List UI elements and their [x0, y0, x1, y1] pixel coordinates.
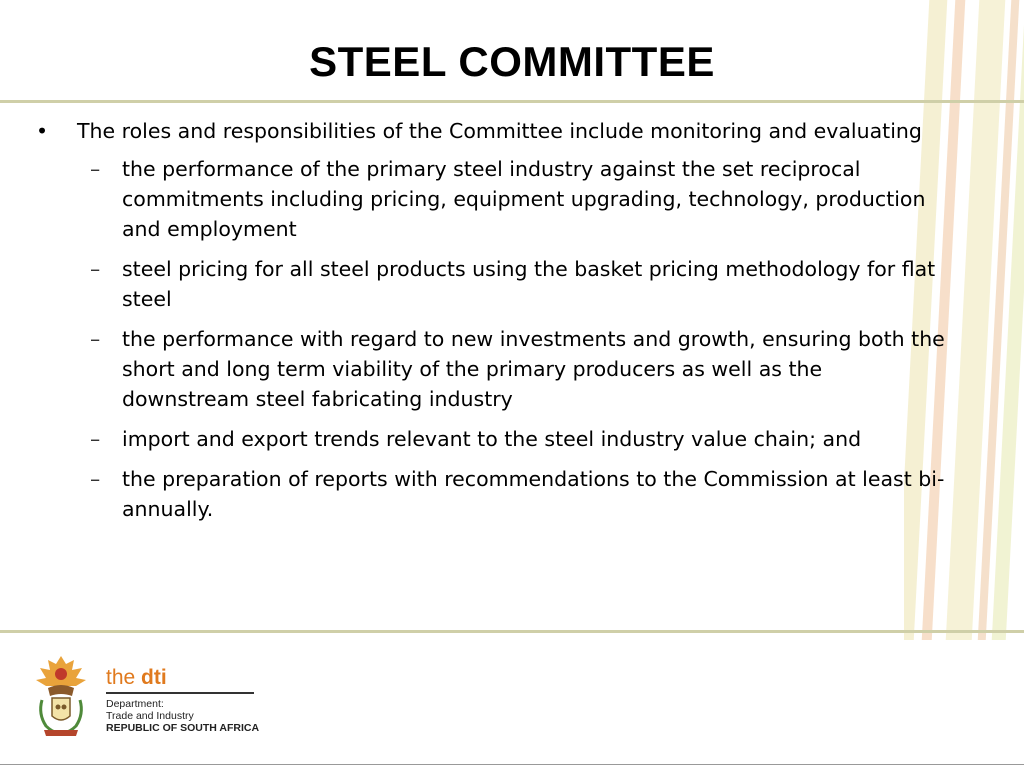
list-item-text: steel pricing for all steel products using the basket pricing methodology for flat steel	[122, 257, 936, 311]
country-label: REPUBLIC OF SOUTH AFRICA	[106, 722, 260, 734]
list-item	[30, 254, 950, 314]
list-item-text: the performance of the primary steel industry against the set reciprocal commitments including pricing, equipment upgrading, technology, production and employment	[122, 157, 926, 241]
department-line-1: Department:	[106, 698, 164, 710]
page-bottom-rule	[0, 764, 1024, 765]
dash-icon: –	[90, 257, 101, 281]
sub-bullet-list	[30, 154, 950, 524]
main-bullet-text: The roles and responsibilities of the Committee include monitoring and evaluating	[77, 119, 922, 143]
brand-the: the	[106, 666, 136, 689]
dash-icon: –	[90, 157, 101, 181]
list-item	[30, 464, 950, 524]
dti-brand	[106, 666, 167, 690]
list-item-text: import and export trends relevant to the steel industry value chain; and	[122, 427, 862, 451]
dash-icon: –	[90, 327, 101, 351]
department-line-2: Trade and Industry	[106, 710, 194, 722]
dash-icon: –	[90, 427, 101, 451]
footer-divider	[0, 630, 1024, 633]
list-item	[30, 324, 950, 414]
coat-of-arms-icon	[30, 652, 92, 740]
list-item	[30, 154, 950, 244]
brand-underline	[106, 692, 254, 694]
list-item	[30, 424, 950, 454]
slide-body	[30, 116, 950, 534]
bullet-icon: •	[36, 119, 49, 143]
list-item-text: the preparation of reports with recommendations to the Commission at least bi-annually.	[122, 467, 945, 521]
dash-icon: –	[90, 467, 101, 491]
brand-name: dti	[141, 666, 167, 689]
title-divider	[0, 100, 1024, 103]
slide-title: STEEL COMMITTEE	[309, 38, 715, 85]
main-bullet	[30, 116, 950, 146]
department-label	[106, 698, 194, 722]
list-item-text: the performance with regard to new investments and growth, ensuring both the short and long term viability of the primary producers as well as the downstream steel fabricating industry	[122, 327, 945, 411]
